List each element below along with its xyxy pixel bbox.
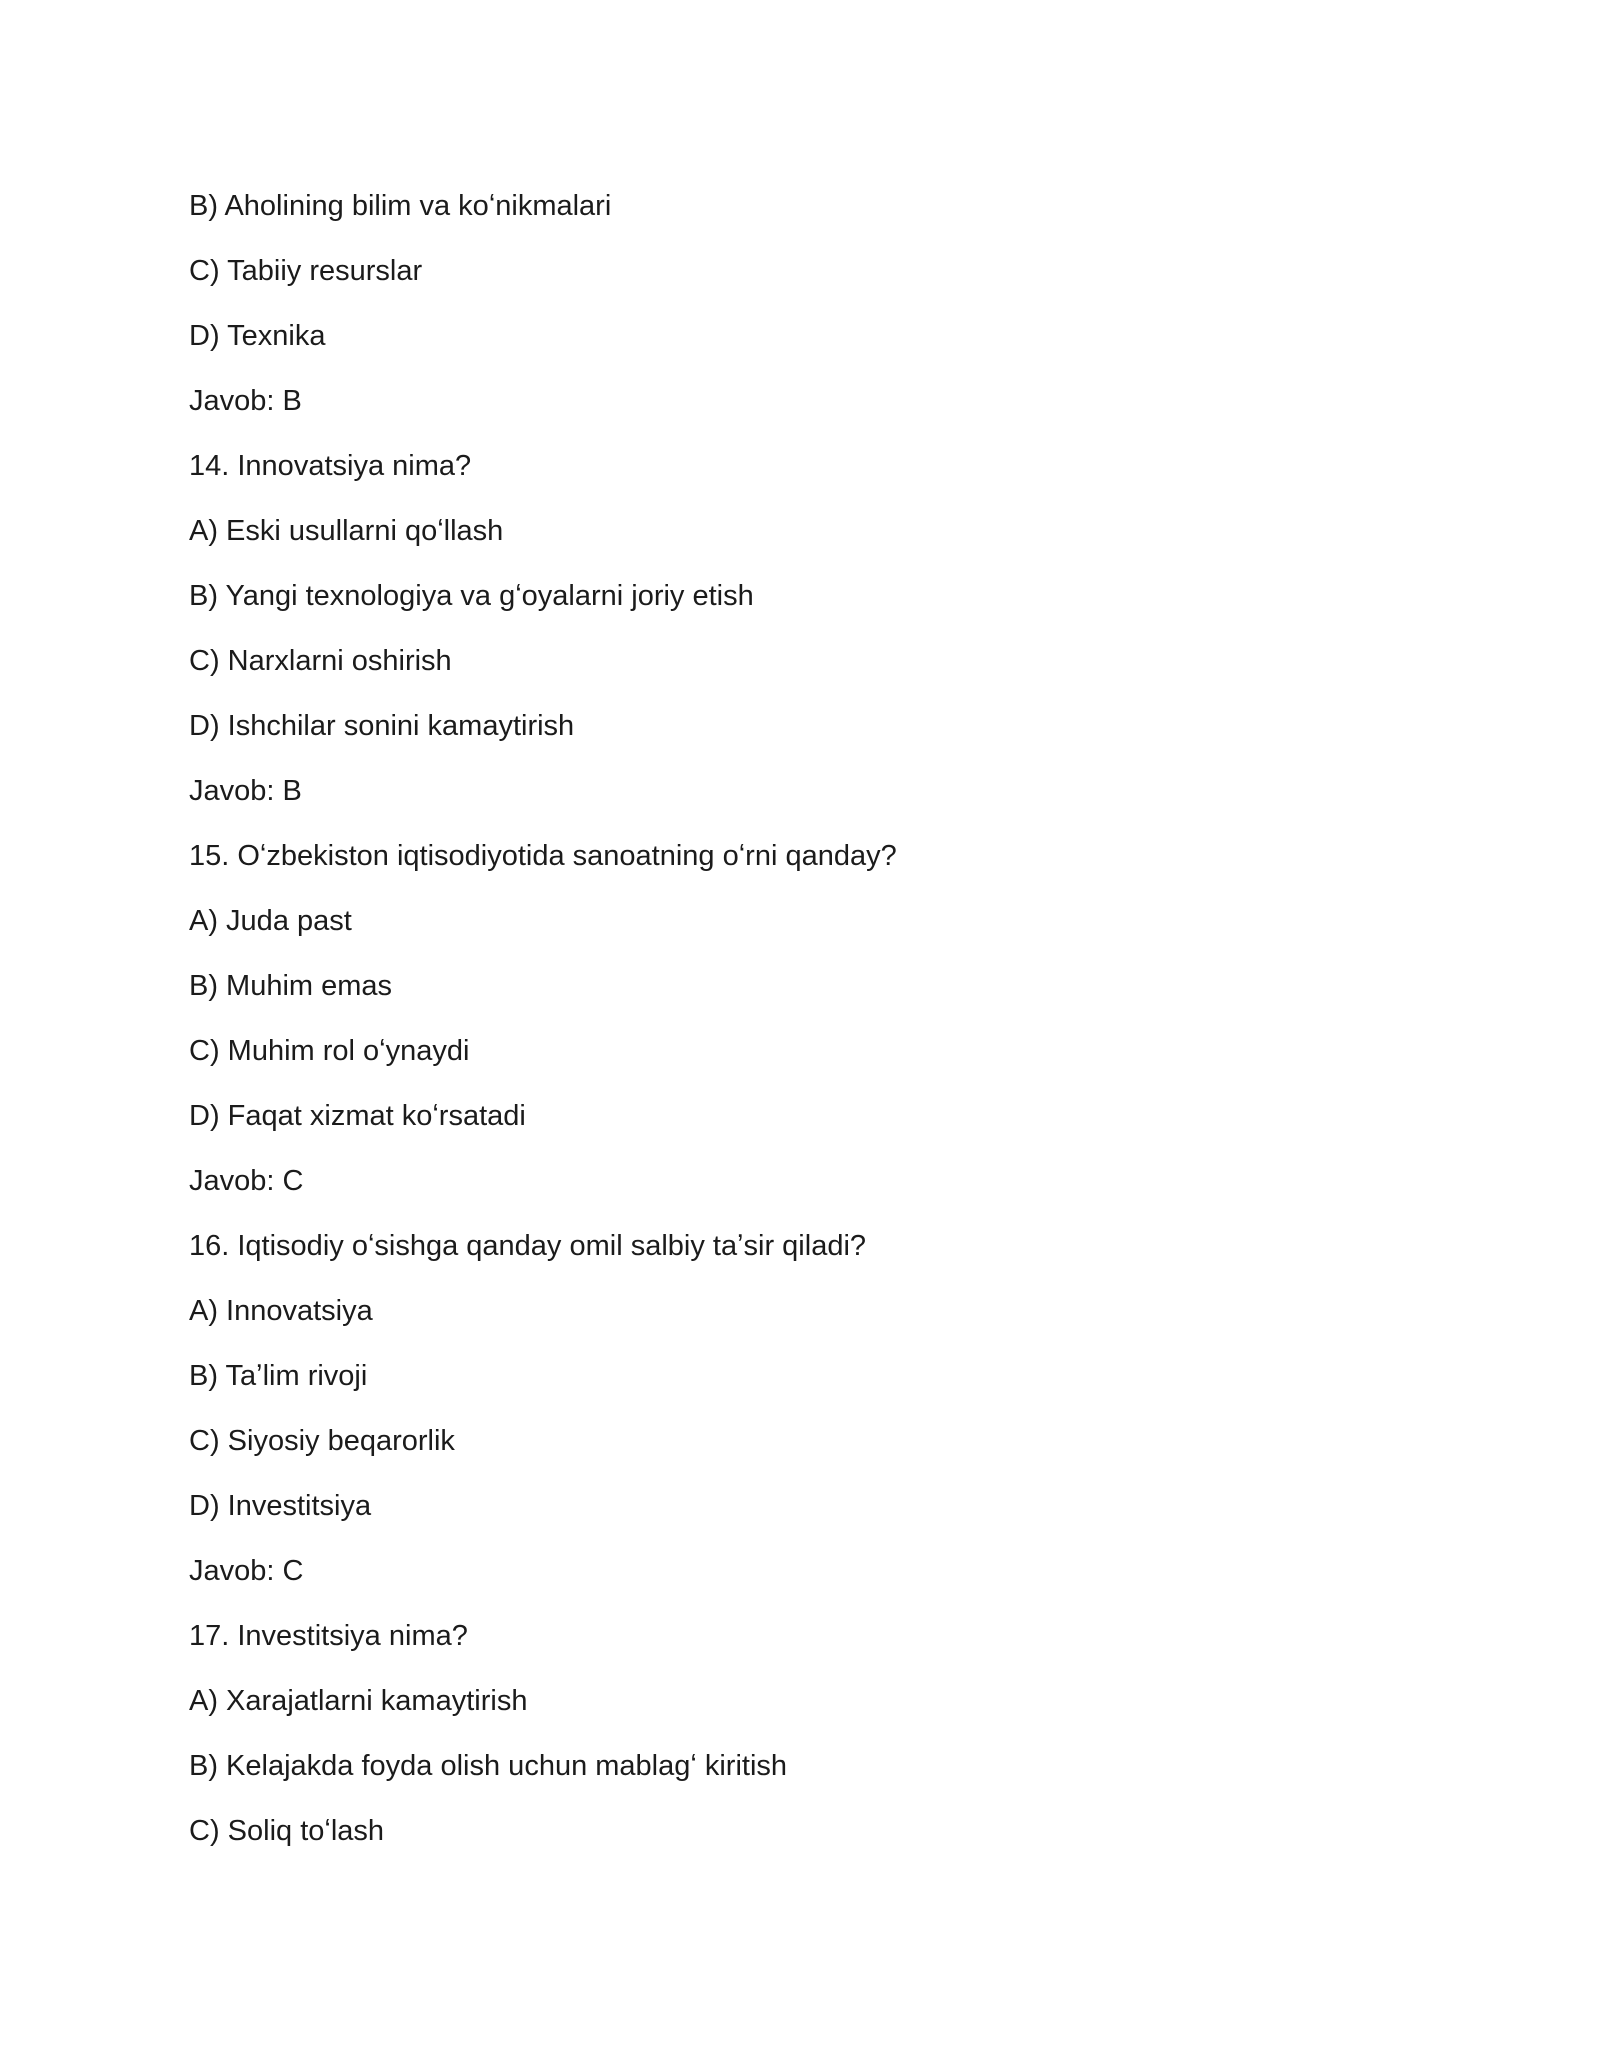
answer-option: A) Juda past (189, 905, 352, 937)
answer-option: B) Taʼlim rivoji (189, 1360, 368, 1392)
answer-option: B) Yangi texnologiya va gʻoyalarni joriy etish (189, 580, 754, 612)
answer-option: C) Muhim rol oʻynaydi (189, 1035, 470, 1067)
answer-option: C) Siyosiy beqarorlik (189, 1425, 455, 1457)
answer-option: A) Innovatsiya (189, 1295, 373, 1327)
question-heading: 14. Innovatsiya nima? (189, 450, 472, 482)
answer-key: Javob: C (189, 1165, 304, 1197)
answer-option: A) Eski usullarni qoʻllash (189, 515, 504, 547)
answer-key: Javob: B (189, 775, 302, 807)
question-heading: 16. Iqtisodiy oʻsishga qanday omil salbiy taʼsir qiladi? (189, 1230, 867, 1262)
answer-option: C) Tabiiy resurslar (189, 255, 423, 287)
answer-option: A) Xarajatlarni kamaytirish (189, 1685, 528, 1717)
answer-key: Javob: C (189, 1555, 304, 1587)
answer-option: B) Aholining bilim va koʻnikmalari (189, 190, 612, 222)
answer-option: C) Narxlarni oshirish (189, 645, 452, 677)
answer-option: D) Texnika (189, 320, 326, 352)
answer-option: B) Muhim emas (189, 970, 393, 1002)
answer-option: D) Ishchilar sonini kamaytirish (189, 710, 575, 742)
answer-key: Javob: B (189, 385, 302, 417)
question-heading: 15. Oʻzbekiston iqtisodiyotida sanoatning oʻrni qanday? (189, 840, 897, 872)
answer-option: D) Investitsiya (189, 1490, 372, 1522)
document-text (189, 186, 1489, 1876)
answer-option: B) Kelajakda foyda olish uchun mablagʻ kiritish (189, 1750, 788, 1782)
question-heading: 17. Investitsiya nima? (189, 1620, 468, 1652)
answer-option: C) Soliq toʻlash (189, 1815, 385, 1847)
answer-option: D) Faqat xizmat koʻrsatadi (189, 1100, 526, 1132)
